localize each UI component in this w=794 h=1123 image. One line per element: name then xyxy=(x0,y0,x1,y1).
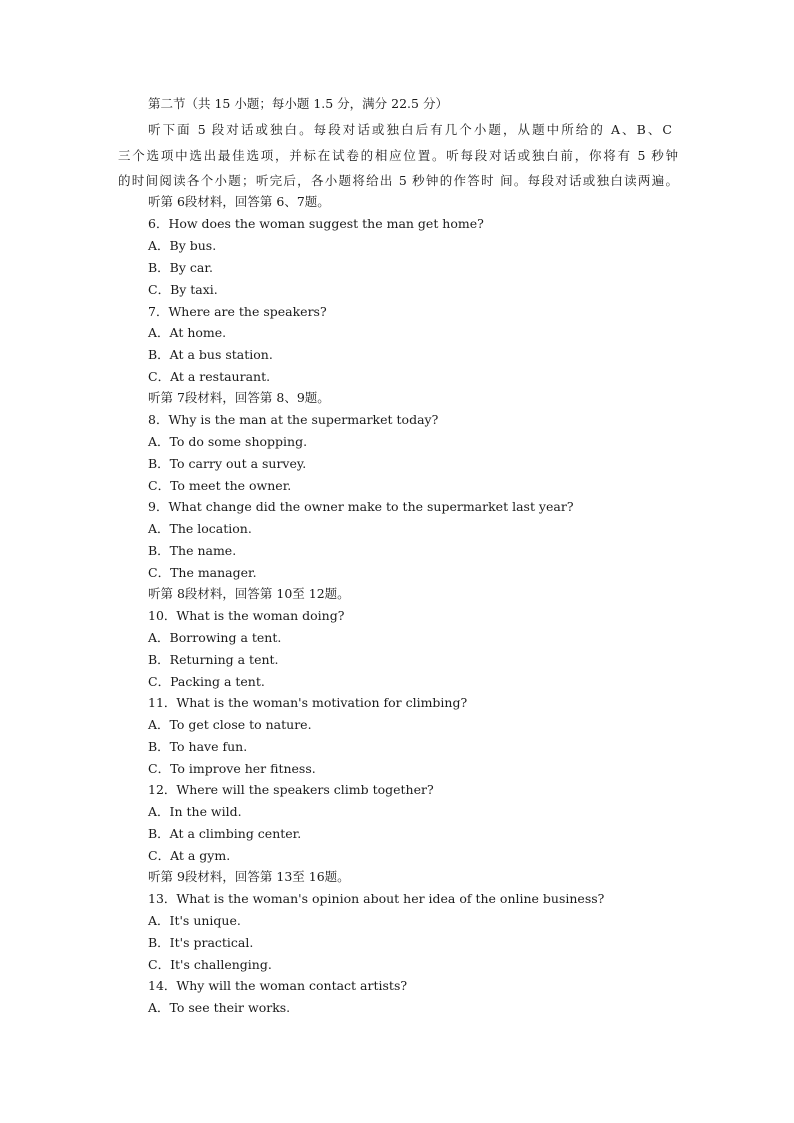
option-b: B．The name. xyxy=(148,543,237,558)
option-c: C．At a gym. xyxy=(148,848,231,863)
option-b: B．It's practical. xyxy=(148,935,254,950)
option-a: A．By bus. xyxy=(148,238,217,253)
option-b: B．At a climbing center. xyxy=(148,826,302,841)
question-text: 13．What is the woman's opinion about her idea of the online business? xyxy=(148,891,605,906)
section-heading: 第二节（共 15 小题；每小题 1.5 分，满分 22.5 分） xyxy=(148,96,448,111)
option-c: C．To improve her fitness. xyxy=(148,761,316,776)
question-text: 14．Why will the woman contact artists? xyxy=(148,978,408,993)
option-a: A．At home. xyxy=(148,325,227,340)
option-c: C．Packing a tent. xyxy=(148,674,265,689)
question-text: 11．What is the woman's motivation for climbing? xyxy=(148,695,468,710)
option-b: B．To carry out a survey. xyxy=(148,456,307,471)
group-intro: 听第 8段材料，回答第 10至 12题。 xyxy=(148,586,350,601)
instructions-line-2: 三个选项中选出最佳选项，并标在试卷的相应位置。听每段对话或独白前，你将有 5 秒钟 xyxy=(118,148,678,163)
question-text: 7．Where are the speakers? xyxy=(148,304,327,319)
instructions-line-3: 的时间阅读各个小题；听完后，各小题将给出 5 秒钟的作答时 间。每段对话或独白读两遍。 xyxy=(118,173,678,188)
question-text: 8．Why is the man at the supermarket today? xyxy=(148,412,439,427)
option-b: B．By car. xyxy=(148,260,213,275)
option-c: C．By taxi. xyxy=(148,282,218,297)
option-a: A．To see their works. xyxy=(148,1000,291,1015)
group-intro: 听第 6段材料，回答第 6、7题。 xyxy=(148,194,330,209)
option-a: A．The location. xyxy=(148,521,252,536)
instructions-line-1: 听下面 5 段对话或独白。每段对话或独白后有几个小题，从题中所给的 A、B、C xyxy=(148,122,672,137)
option-a: A．To do some shopping. xyxy=(148,434,308,449)
question-text: 10．What is the woman doing? xyxy=(148,608,345,623)
option-b: B．Returning a tent. xyxy=(148,652,279,667)
option-c: C．At a restaurant. xyxy=(148,369,271,384)
option-b: B．To have fun. xyxy=(148,739,248,754)
option-a: A．It's unique. xyxy=(148,913,241,928)
option-c: C．The manager. xyxy=(148,565,257,580)
question-text: 9．What change did the owner make to the supermarket last year? xyxy=(148,499,574,514)
question-text: 6．How does the woman suggest the man get home? xyxy=(148,216,484,231)
group-intro: 听第 9段材料，回答第 13至 16题。 xyxy=(148,869,350,884)
option-a: A．In the wild. xyxy=(148,804,242,819)
option-c: C．To meet the owner. xyxy=(148,478,292,493)
question-text: 12．Where will the speakers climb together? xyxy=(148,782,434,797)
option-c: C．It's challenging. xyxy=(148,957,272,972)
option-a: A．To get close to nature. xyxy=(148,717,312,732)
option-b: B．At a bus station. xyxy=(148,347,273,362)
group-intro: 听第 7段材料，回答第 8、9题。 xyxy=(148,390,330,405)
option-a: A．Borrowing a tent. xyxy=(148,630,282,645)
